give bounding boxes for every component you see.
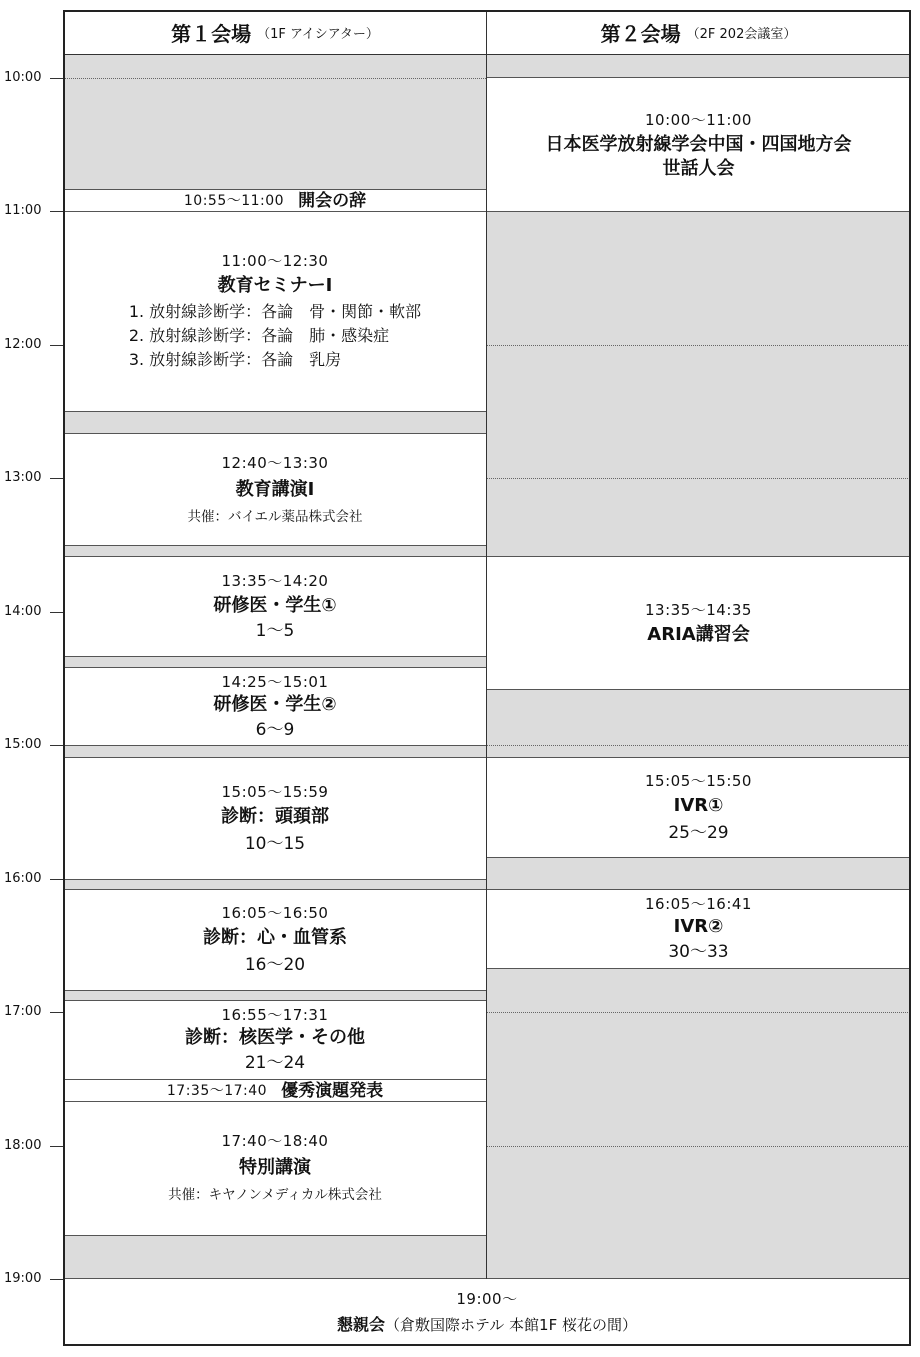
hour-label: 12:00	[4, 337, 42, 352]
seminar-time: 11:00〜12:30	[221, 252, 329, 270]
hour-tick	[50, 211, 63, 212]
nuclear-range: 21〜24	[244, 1053, 306, 1073]
seminar-item: 3. 放射線診断学：各論 乳房	[128, 350, 342, 369]
ivr1-time: 15:05〜15:50	[645, 771, 752, 790]
hour-tick	[50, 478, 63, 479]
lecture-title: 教育講演Ⅰ	[235, 478, 315, 500]
nuclear-time: 16:55〜17:31	[221, 1006, 329, 1024]
reception-detail: （倉敷国際ホテル 本館1F 桜花の間）	[385, 1316, 637, 1334]
hour-label: 19:00	[4, 1271, 42, 1286]
resident1-title: 研修医・学生①	[213, 594, 337, 616]
cardio-range: 16〜20	[244, 955, 306, 975]
hour-tick	[50, 1279, 63, 1280]
nuclear-title: 診断：核医学・その他	[185, 1027, 365, 1048]
ivr1-range: 25〜29	[668, 822, 729, 843]
resident1-time: 13:35〜14:20	[221, 571, 329, 590]
ivr1-title: IVR①	[673, 794, 724, 816]
resident2-title: 研修医・学生②	[213, 693, 337, 715]
opening-time: 10:55〜11:00	[183, 192, 285, 209]
award-time: 17:35〜17:40	[166, 1082, 268, 1099]
headneck-time: 15:05〜15:59	[221, 782, 329, 801]
headneck-range: 10〜15	[244, 833, 306, 854]
hall1-detail: （1F アイシアター）	[257, 26, 379, 42]
hour-label: 18:00	[4, 1138, 42, 1153]
ivr2-time: 16:05〜16:41	[645, 895, 752, 913]
resident2-time: 14:25〜15:01	[221, 672, 329, 691]
meeting-time: 10:00〜11:00	[645, 110, 752, 129]
ivr2-range: 30〜33	[668, 942, 729, 962]
hour-tick	[50, 78, 63, 79]
meeting-title-line2: 世話人会	[662, 157, 735, 179]
seminar-title: 教育セミナーⅠ	[217, 275, 333, 296]
hour-tick	[50, 1146, 63, 1147]
seminar-item: 2. 放射線診断学：各論 肺・感染症	[128, 326, 390, 345]
cardio-title: 診断：心・血管系	[203, 927, 347, 948]
aria-time: 13:35〜14:35	[645, 601, 752, 619]
hour-tick	[50, 345, 63, 346]
resident2-range: 6〜9	[255, 719, 295, 740]
aria-title: ARIA講習会	[647, 624, 750, 645]
hall2-name: 第２会場	[600, 21, 681, 46]
hour-label: 10:00	[4, 70, 42, 85]
hour-label: 17:00	[4, 1004, 42, 1019]
hour-tick	[50, 612, 63, 613]
meeting-title-line1: 日本医学放射線学会中国・四国地方会	[545, 133, 852, 155]
hour-label: 16:00	[4, 871, 42, 886]
reception-time: 19:00〜	[456, 1290, 518, 1308]
hour-label: 13:00	[4, 470, 42, 485]
headneck-title: 診断：頭頚部	[221, 805, 329, 827]
hall2-detail: （2F 202会議室）	[686, 26, 797, 42]
special-sponsor: 共催：キヤノンメディカル株式会社	[168, 1187, 382, 1203]
hour-label: 11:00	[4, 203, 42, 218]
seminar-item: 1. 放射線診断学：各論 骨・関節・軟部	[128, 302, 422, 321]
special-title: 特別講演	[239, 1157, 311, 1178]
lecture-time: 12:40〜13:30	[221, 453, 329, 472]
resident1-range: 1〜5	[255, 620, 295, 641]
schedule-frame	[63, 10, 911, 1346]
hour-label: 15:00	[4, 737, 42, 752]
lecture-sponsor: 共催：バイエル薬品株式会社	[187, 508, 363, 525]
special-time: 17:40〜18:40	[221, 1132, 329, 1150]
ivr2-title: IVR②	[673, 916, 724, 937]
hour-tick	[50, 745, 63, 746]
hour-tick	[50, 879, 63, 880]
cardio-time: 16:05〜16:50	[221, 904, 329, 922]
hour-tick	[50, 1012, 63, 1013]
award-title: 優秀演題発表	[281, 1080, 384, 1101]
opening-title: 開会の辞	[298, 190, 367, 211]
hall1-name: 第１会場	[171, 21, 252, 46]
hour-label: 14:00	[4, 604, 42, 619]
reception-title: 懇親会	[337, 1315, 386, 1334]
